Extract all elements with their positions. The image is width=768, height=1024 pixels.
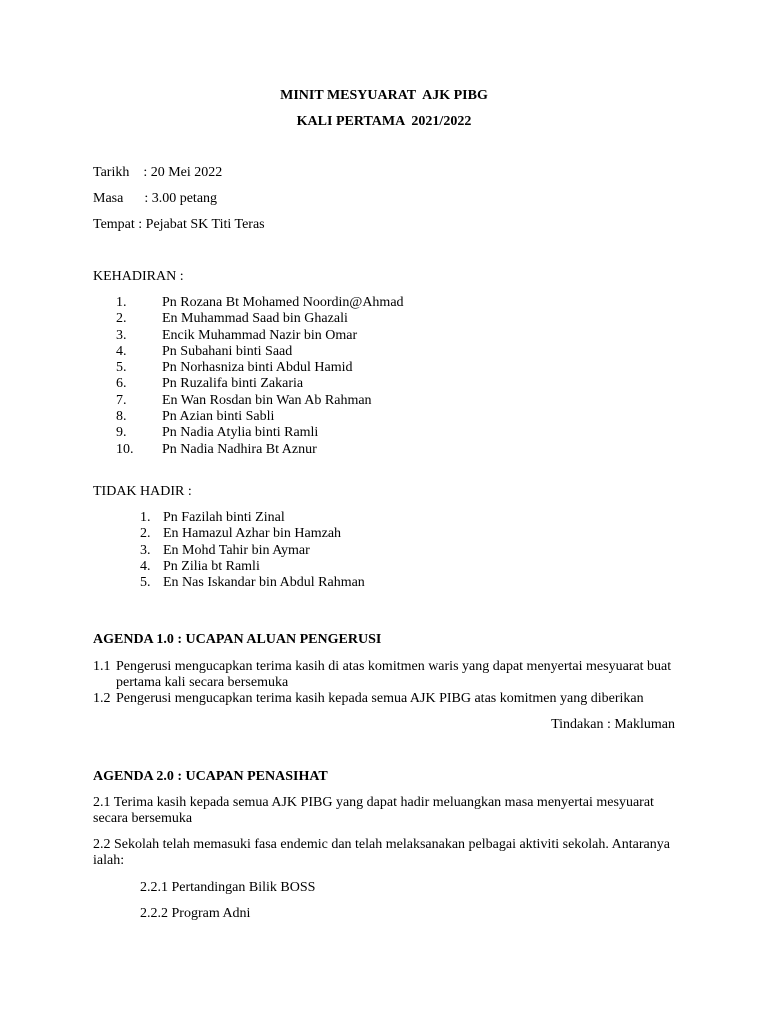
attendee-name: En Wan Rosdan bin Wan Ab Rahman: [162, 392, 372, 408]
list-number: 10.: [116, 441, 134, 457]
list-number: 3.: [116, 327, 127, 343]
agenda-1-item: [93, 691, 693, 707]
tidak-hadir-heading: TIDAK HADIR :: [93, 484, 192, 499]
meta-tarikh: Tarikh : 20 Mei 2022: [93, 165, 223, 180]
list-item: [140, 575, 540, 591]
tindakan-label: Tindakan : Makluman: [551, 717, 675, 732]
list-item: [116, 442, 516, 458]
kehadiran-heading: KEHADIRAN :: [93, 269, 184, 284]
item-text: Pengerusi mengucapkan terima kasih kepada semua AJK PIBG atas komitmen yang diberikan: [116, 691, 644, 706]
list-item: [140, 510, 540, 526]
agenda-2-heading: AGENDA 2.0 : UCAPAN PENASIHAT: [93, 769, 328, 784]
attendee-name: Pn Azian binti Sabli: [162, 409, 275, 425]
list-item: [116, 344, 516, 360]
attendee-name: Pn Norhasniza binti Abdul Hamid: [162, 360, 353, 376]
item-number: 1.1: [93, 659, 111, 674]
absentee-name: En Mohd Tahir bin Aymar: [163, 542, 310, 558]
attendee-name: Encik Muhammad Nazir bin Omar: [162, 327, 358, 343]
list-item: [116, 295, 516, 311]
attendee-name: Pn Ruzalifa binti Zakaria: [162, 376, 304, 392]
absentee-name: En Hamazul Azhar bin Hamzah: [163, 526, 342, 542]
list-item: [140, 543, 540, 559]
agenda-1-item: [93, 659, 693, 691]
list-number: 5.: [116, 360, 127, 376]
list-number: 3.: [140, 542, 151, 558]
list-number: 9.: [116, 425, 127, 441]
agenda-1-items: [93, 659, 693, 707]
attendee-name: Pn Nadia Nadhira Bt Aznur: [162, 441, 317, 457]
item-text: Pengerusi mengucapkan terima kasih di atas komitmen waris yang dapat menyertai mesyuarat buat pertama kali secara bersemuka: [116, 659, 672, 690]
list-item: [116, 425, 516, 441]
list-number: 4.: [140, 558, 151, 574]
list-item: [116, 409, 516, 425]
attendee-name: Pn Nadia Atylia binti Ramli: [162, 425, 319, 441]
list-number: 8.: [116, 409, 127, 425]
tidak-hadir-list: [140, 510, 540, 591]
meta-tempat: Tempat : Pejabat SK Titi Teras: [93, 217, 265, 232]
list-item: [116, 360, 516, 376]
absentee-name: Pn Fazilah binti Zinal: [163, 510, 285, 525]
list-number: 4.: [116, 343, 127, 359]
document-subtitle: KALI PERTAMA 2021/2022: [296, 114, 472, 129]
list-item: [116, 376, 516, 392]
list-item: [140, 526, 540, 542]
attendee-name: Pn Subahani binti Saad: [162, 343, 293, 359]
agenda-2-subitem: 2.2.1 Pertandingan Bilik BOSS: [140, 880, 316, 895]
list-item: [116, 311, 516, 327]
agenda-1-heading: AGENDA 1.0 : UCAPAN ALUAN PENGERUSI: [93, 632, 382, 647]
list-number: 1.: [116, 295, 127, 310]
list-number: 6.: [116, 376, 127, 392]
agenda-2-subitem: 2.2.2 Program Adni: [140, 906, 251, 921]
meta-masa: Masa : 3.00 petang: [93, 191, 218, 206]
list-number: 5.: [140, 575, 151, 591]
list-number: 2.: [116, 311, 127, 327]
document-title: MINIT MESYUARAT AJK PIBG: [280, 88, 488, 103]
attendee-name: En Muhammad Saad bin Ghazali: [162, 311, 348, 327]
agenda-2-paragraph-1: 2.1 Terima kasih kepada semua AJK PIBG yang dapat hadir meluangkan masa menyertai mesyuarat secara bersemuka: [93, 795, 654, 826]
list-item: [140, 559, 540, 575]
list-item: [116, 393, 516, 409]
absentee-name: Pn Zilia bt Ramli: [163, 558, 260, 574]
list-number: 2.: [140, 526, 151, 542]
list-item: [116, 328, 516, 344]
agenda-2-paragraph-2: 2.2 Sekolah telah memasuki fasa endemic dan telah melaksanakan pelbagai aktiviti sekolah. Antaranya ialah:: [93, 837, 670, 868]
list-number: 7.: [116, 392, 127, 408]
absentee-name: En Nas Iskandar bin Abdul Rahman: [163, 575, 365, 591]
kehadiran-list: [116, 295, 516, 458]
item-number: 1.2: [93, 691, 111, 706]
attendee-name: Pn Rozana Bt Mohamed Noordin@Ahmad: [162, 295, 404, 310]
list-number: 1.: [140, 510, 151, 525]
